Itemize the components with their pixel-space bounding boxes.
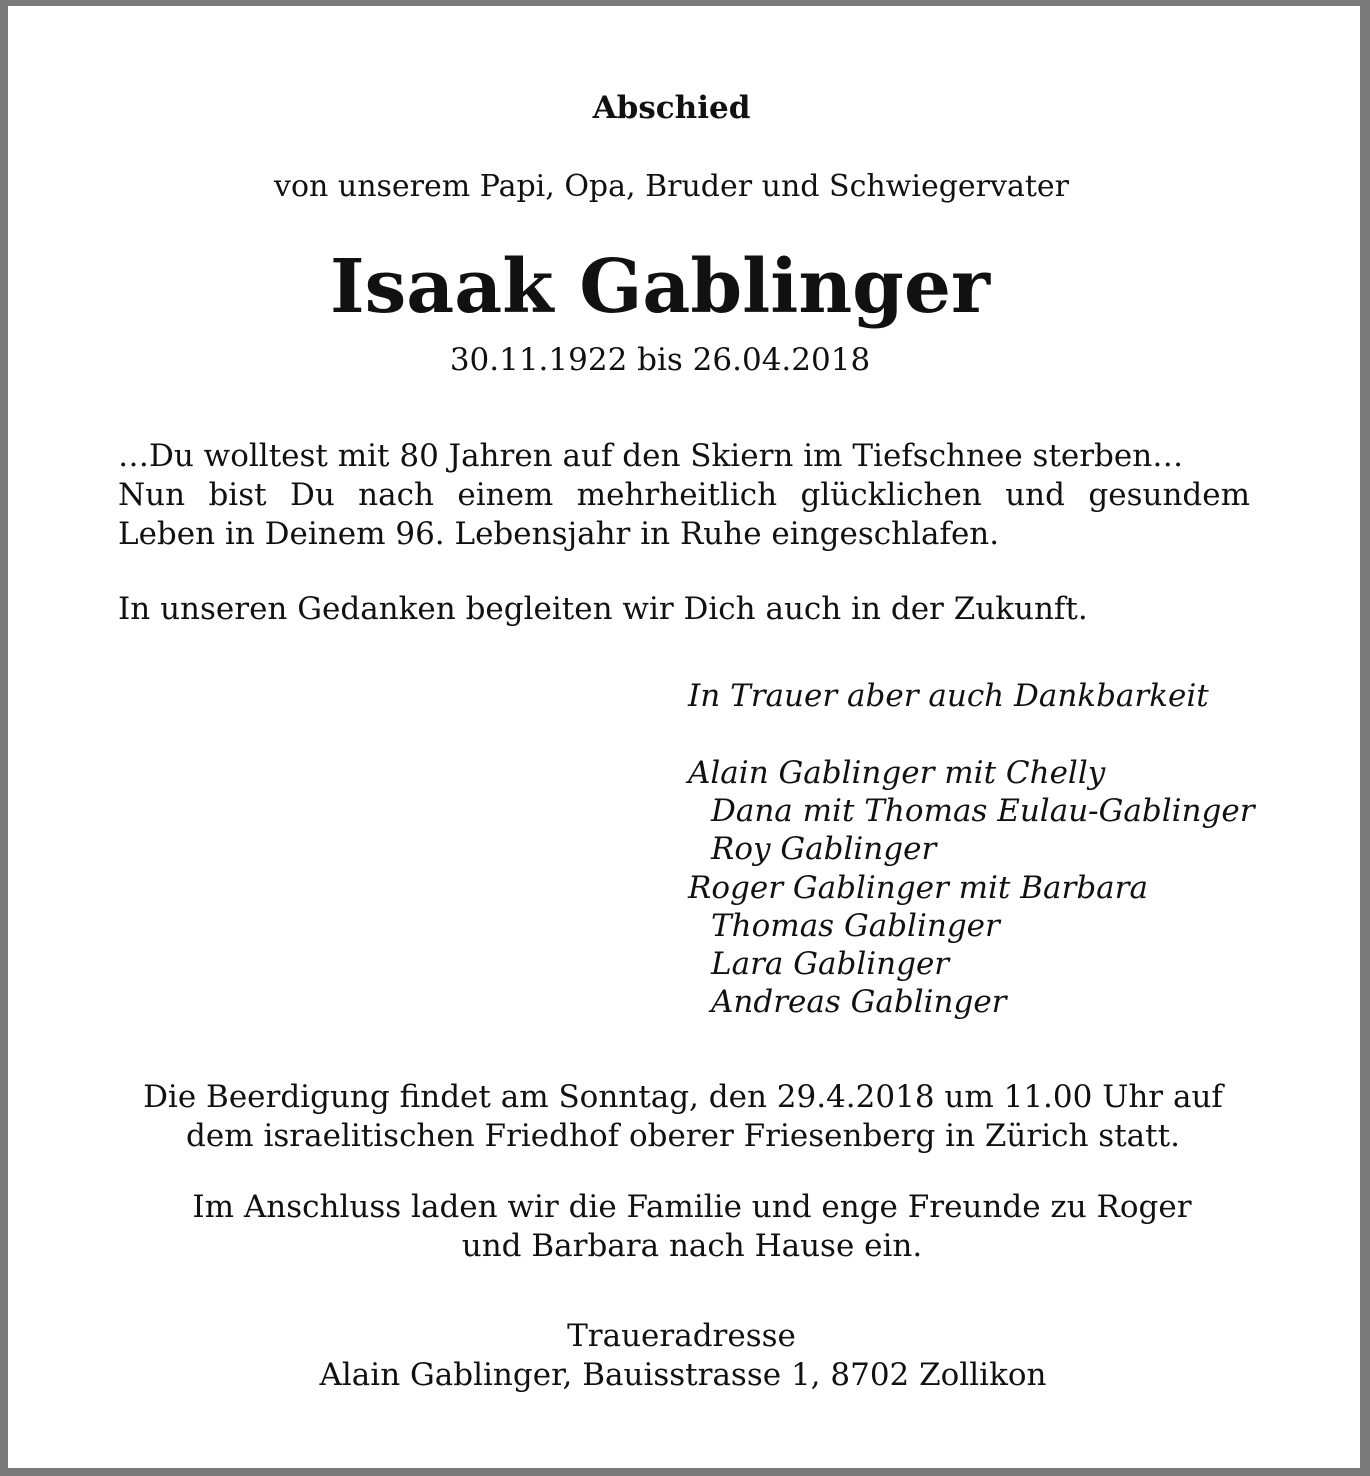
burial-info (6, 1078, 1360, 1156)
family-member: Lara Gablinger (711, 946, 950, 983)
mourning-intro: In Trauer aber auch Dankbarkeit (688, 678, 1209, 714)
intro-line: Nun bist Du nach einem mehrheitlich glücklichen und gesundem (118, 477, 1250, 513)
mourning-address: Alain Gablinger, Bauisstrasse 1, 8702 Zollikon (319, 1357, 1047, 1393)
thoughts-paragraph: In unseren Gedanken begleiten wir Dich auch in der Zukunft. (118, 591, 1088, 627)
family-member: Roger Gablinger mit Barbara (688, 869, 1148, 906)
intro-line: Leben in Deinem 96. Lebensjahr in Ruhe eingeschlafen. (118, 516, 1000, 552)
address-label: Traueradresse (567, 1318, 796, 1354)
invitation-info (24, 1188, 1360, 1266)
intro-line: …Du wolltest mit 80 Jahren auf den Skiern im Tiefschnee sterben… (118, 438, 1184, 474)
family-member: Roy Gablinger (711, 831, 937, 868)
family-member: Dana mit Thomas Eulau-Gablinger (711, 793, 1255, 830)
notice-subtitle: von unserem Papi, Opa, Bruder und Schwiegervater (274, 169, 1069, 204)
family-list (688, 754, 1255, 1021)
burial-line: dem israelitischen Friedhof oberer Friesenberg in Zürich statt. (186, 1118, 1180, 1154)
family-member: Andreas Gablinger (711, 984, 1007, 1021)
invite-line: und Barbara nach Hause ein. (461, 1228, 923, 1264)
intro-paragraph (118, 437, 1250, 554)
notice-heading: Abschied (592, 90, 751, 126)
burial-line: Die Beerdigung findet am Sonntag, den 29.4.2018 um 11.00 Uhr auf (143, 1079, 1223, 1115)
life-dates: 30.11.1922 bis 26.04.2018 (449, 342, 871, 378)
invite-line: Im Anschluss laden wir die Familie und enge Freunde zu Roger (192, 1189, 1192, 1225)
family-member: Alain Gablinger mit Chelly (688, 755, 1106, 791)
family-member: Thomas Gablinger (711, 907, 1000, 944)
deceased-name: Isaak Gablinger (330, 244, 990, 330)
